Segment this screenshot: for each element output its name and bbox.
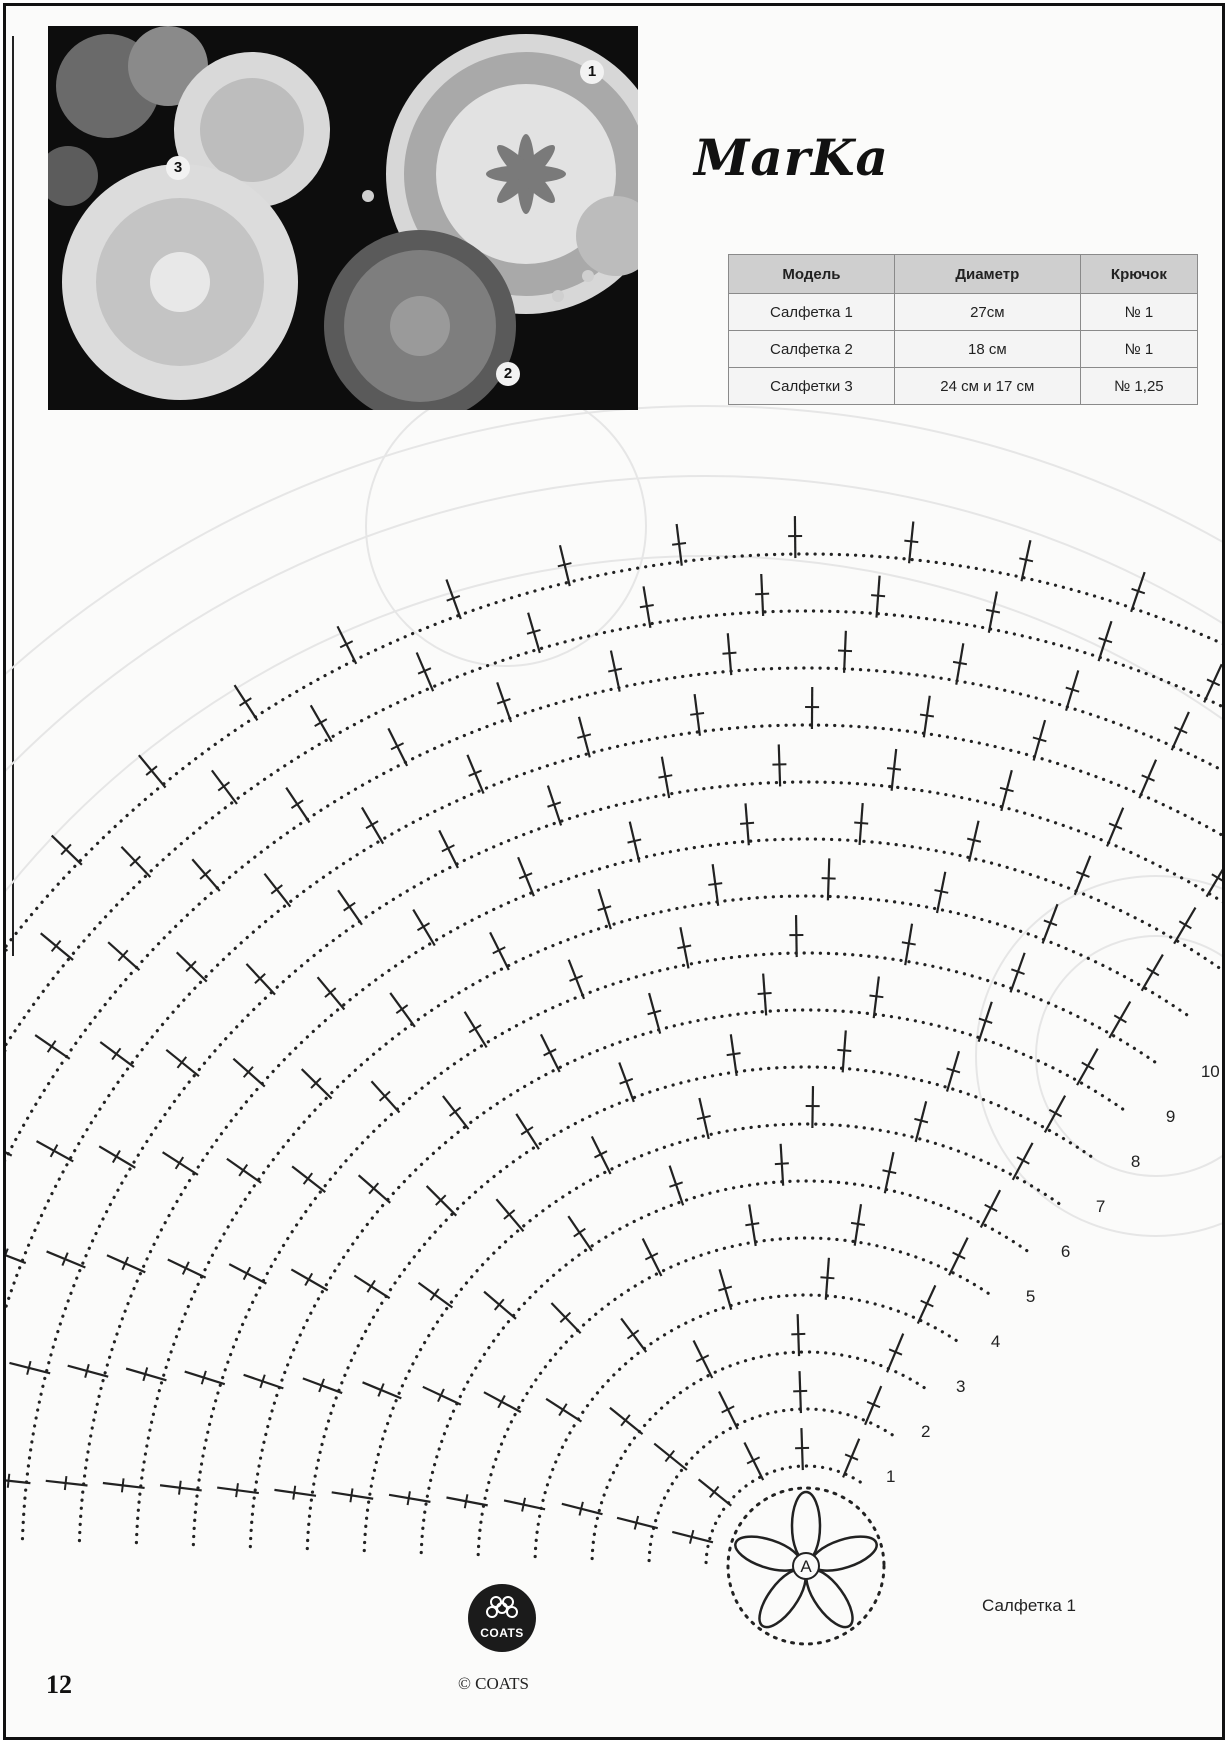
photo-badge-1: 1 <box>580 60 604 84</box>
stitch-symbol <box>745 1204 759 1245</box>
stitch-symbol <box>791 1314 805 1356</box>
table-cell: Салфетка 2 <box>729 331 895 368</box>
stitch-symbol <box>788 516 802 558</box>
stitch-symbol <box>883 1152 897 1193</box>
stitch-symbol <box>837 1030 851 1072</box>
stitch-symbol <box>986 592 1000 633</box>
stitch-symbol <box>920 696 934 738</box>
stitch-symbol <box>1019 540 1033 581</box>
chain-round-4 <box>535 1295 961 1557</box>
stitch-symbol <box>610 1408 643 1434</box>
stitch-symbol <box>337 626 356 664</box>
stitch-symbol <box>497 682 511 722</box>
stitch-symbol <box>108 942 139 970</box>
table-cell: Салфетка 1 <box>729 294 895 331</box>
stitch-symbol <box>41 933 73 960</box>
stitch-symbol <box>621 1318 646 1352</box>
stitch-symbol <box>619 1063 634 1102</box>
stitch-symbol <box>953 643 967 684</box>
stitch-symbol <box>484 1292 516 1319</box>
stitch-symbol <box>694 1340 713 1378</box>
stitch-symbol <box>465 1012 487 1048</box>
stitch-symbol <box>1043 904 1058 943</box>
spec-header-model: Модель <box>729 255 895 294</box>
stitch-symbol <box>617 1516 658 1530</box>
stitch-symbol <box>192 859 220 891</box>
spec-header-diameter: Диаметр <box>894 255 1080 294</box>
stitch-symbol <box>569 960 584 999</box>
stitch-symbol <box>708 864 722 906</box>
stitch-symbol <box>418 1283 452 1308</box>
stitch-symbol <box>592 1136 611 1174</box>
brand-watermark: MarKa <box>694 128 889 187</box>
stitch-symbol <box>354 1275 389 1298</box>
chain-round-15 <box>6 668 1222 1535</box>
stitch-symbol <box>865 1386 881 1425</box>
stitch-symbol <box>934 872 948 913</box>
stitch-symbol <box>1075 856 1091 895</box>
chain-round-8 <box>307 1067 1092 1549</box>
stitch-symbol <box>648 993 662 1034</box>
stitch-symbol <box>805 687 819 729</box>
stitch-symbol <box>887 749 901 791</box>
stitch-symbol <box>918 1285 936 1323</box>
stitch-symbol <box>443 1096 469 1129</box>
stitch-symbol <box>318 977 345 1009</box>
stitch-symbol <box>806 1086 820 1128</box>
table-cell: 18 см <box>894 331 1080 368</box>
stitch-symbol <box>789 915 803 957</box>
chain-round-14 <box>6 725 1222 1537</box>
row-number-label: 3 <box>956 1377 965 1396</box>
table-cell: 24 см и 17 см <box>894 368 1080 405</box>
stitch-symbol <box>68 1364 109 1378</box>
stitch-symbol <box>291 1269 327 1290</box>
stitch-symbol <box>822 858 836 900</box>
stitch-symbol <box>311 705 332 741</box>
stitch-symbol <box>6 1248 26 1263</box>
stitch-symbol <box>338 890 362 925</box>
stitch-symbol <box>981 1190 1000 1227</box>
stitch-symbol <box>99 1146 135 1167</box>
stitch-symbol <box>1207 861 1222 897</box>
stitch-symbol <box>699 1479 732 1505</box>
crochet-chart-diagram <box>6 6 1222 1737</box>
stitch-symbol <box>643 1238 662 1276</box>
stitch-symbol <box>490 932 509 970</box>
chain-round-10 <box>193 953 1157 1545</box>
stitch-symbol <box>126 1367 166 1380</box>
stitch-symbol <box>264 874 290 907</box>
stitch-symbol <box>546 1399 581 1422</box>
stitch-symbol <box>1142 955 1163 991</box>
stitch-symbol <box>244 1375 284 1389</box>
stitch-symbol <box>869 976 883 1018</box>
stitch-symbol <box>107 1255 145 1272</box>
stitch-symbol <box>558 545 572 586</box>
center-motif <box>728 1488 884 1644</box>
stitch-symbol <box>568 1216 592 1251</box>
stitch-symbol <box>496 1199 523 1231</box>
stitch-symbol <box>446 579 460 618</box>
center-label: A <box>800 1557 812 1576</box>
stitch-symbol <box>1107 808 1123 847</box>
stitch-symbol <box>640 586 654 627</box>
row-number-label: 2 <box>921 1422 930 1441</box>
stitch-symbol <box>914 1101 928 1142</box>
spec-header-hook: Крючок <box>1080 255 1197 294</box>
stitch-symbol <box>233 1059 264 1087</box>
stitch-symbol <box>740 803 754 845</box>
stitch-symbol <box>286 788 309 823</box>
stitch-symbol <box>562 1502 603 1516</box>
chain-round-17 <box>6 554 1222 1531</box>
photo-badge-2: 2 <box>496 362 520 386</box>
stitch-symbol <box>672 1530 713 1544</box>
stitch-symbol <box>484 1392 521 1412</box>
chain-round-3 <box>592 1352 929 1559</box>
stitch-symbol <box>516 1114 539 1149</box>
stitch-symbol <box>598 889 611 929</box>
stitch-symbol <box>851 1204 865 1246</box>
stitch-symbol <box>1013 1143 1033 1180</box>
stitch-symbol <box>177 952 207 981</box>
stitch-symbol <box>727 1034 741 1076</box>
stitch-symbol <box>843 1439 859 1478</box>
table-cell: № 1,25 <box>1080 368 1197 405</box>
stitch-symbol <box>902 924 916 965</box>
stitch-symbol <box>212 770 237 804</box>
row-number-label: 4 <box>991 1332 1000 1351</box>
stitch-symbol <box>52 836 82 865</box>
chain-round-7 <box>364 1124 1059 1551</box>
stitch-symbol <box>235 685 258 720</box>
stitch-symbol <box>37 1141 74 1161</box>
stitch-symbol <box>439 830 458 868</box>
stitch-symbol <box>672 524 686 566</box>
stitch-symbol <box>168 1259 206 1277</box>
logo-text: COATS <box>468 1626 536 1640</box>
stitch-symbol <box>854 803 868 845</box>
stitch-symbol <box>1139 760 1156 799</box>
stitch-symbol <box>755 574 769 616</box>
stitch-symbol <box>274 1486 316 1500</box>
copyright-text: © COATS <box>458 1674 529 1694</box>
stitch-symbol <box>1045 1096 1065 1133</box>
stitch-symbol <box>217 1483 259 1497</box>
stitch-symbol <box>1000 770 1014 811</box>
stitch-symbol <box>1077 1049 1098 1086</box>
stitch-symbol <box>949 1238 968 1276</box>
stitch-symbol <box>389 1491 430 1505</box>
stitch-symbol <box>139 755 166 787</box>
stitch-symbol <box>227 1159 261 1183</box>
stitch-symbol <box>1174 908 1195 944</box>
stitch-symbol <box>363 1382 402 1398</box>
stitch-symbol <box>1099 621 1112 661</box>
row-number-label: 9 <box>1166 1107 1175 1126</box>
stitch-symbol <box>390 993 415 1027</box>
stitch-symbol <box>163 1152 198 1175</box>
stitch-symbol <box>551 1303 580 1333</box>
stitch-symbol <box>772 744 786 786</box>
stitch-symbol <box>371 1081 399 1112</box>
stitch-symbol <box>388 728 407 766</box>
stitch-symbol <box>1033 720 1046 760</box>
stitch-symbol <box>504 1498 545 1512</box>
stitch-symbol <box>904 522 918 564</box>
stitch-symbol <box>1011 953 1025 993</box>
photo-badge-3: 3 <box>166 156 190 180</box>
page-number: 12 <box>46 1670 72 1700</box>
stitch-symbol <box>677 927 691 968</box>
stitch-symbol <box>1131 572 1145 612</box>
stitch-symbol <box>658 757 672 798</box>
stitch-symbol <box>690 694 704 736</box>
chain-round-16 <box>6 611 1222 1533</box>
stitch-symbol <box>332 1488 374 1502</box>
stitch-symbol <box>100 1042 134 1067</box>
stitch-symbol <box>467 755 483 794</box>
stitch-symbol <box>35 1035 70 1059</box>
stitch-symbol <box>887 1334 903 1373</box>
stitch-symbol <box>185 1371 225 1384</box>
stitch-symbol <box>302 1069 332 1098</box>
stitch-symbol <box>838 631 852 673</box>
stitch-symbol <box>417 653 433 692</box>
stitch-symbol <box>608 651 622 692</box>
stitch-symbol <box>413 910 435 946</box>
stitch-symbol <box>103 1478 145 1492</box>
stitch-symbol <box>871 576 885 618</box>
stitch-symbol <box>577 717 591 758</box>
stitch-symbol <box>548 786 562 826</box>
table-cell: № 1 <box>1080 331 1197 368</box>
stitch-symbol <box>947 1051 960 1091</box>
stitch-symbol <box>628 822 642 863</box>
chain-round-12 <box>79 839 1222 1541</box>
stitch-symbol <box>427 1186 457 1216</box>
stitch-symbol <box>160 1481 202 1495</box>
row-number-label: 1 <box>886 1467 895 1486</box>
row-number-label: 6 <box>1061 1242 1070 1261</box>
stitch-symbol <box>292 1166 325 1192</box>
stitch-symbol <box>722 633 736 675</box>
row-number-label: 7 <box>1096 1197 1105 1216</box>
table-cell: Салфетки 3 <box>729 368 895 405</box>
stitch-symbol <box>979 1002 993 1042</box>
stitch-symbol <box>1066 670 1079 710</box>
stitch-symbol <box>527 613 540 653</box>
chain-round-5 <box>478 1238 994 1555</box>
table-cell: 27см <box>894 294 1080 331</box>
stitch-symbol <box>47 1251 86 1267</box>
stitch-symbol <box>423 1387 461 1405</box>
stitch-symbol <box>669 1166 683 1206</box>
stitch-symbol <box>718 1269 731 1309</box>
stitch-symbol <box>1172 712 1189 750</box>
stitch-symbol <box>46 1476 88 1490</box>
stitch-symbol <box>246 964 275 995</box>
stitch-symbol <box>1109 1002 1130 1038</box>
stitch-symbol <box>654 1444 687 1470</box>
diagram-caption: Салфетка 1 <box>982 1596 1076 1616</box>
table-cell: № 1 <box>1080 294 1197 331</box>
stitch-symbol <box>793 1371 807 1413</box>
stitch-symbol <box>229 1264 266 1283</box>
stitch-symbol <box>121 847 150 877</box>
stitch-symbol <box>9 1361 50 1375</box>
stitch-symbol <box>518 857 534 896</box>
coats-logo <box>468 1584 536 1652</box>
stitch-symbol <box>775 1144 789 1186</box>
chain-round-11 <box>136 896 1190 1543</box>
stitch-symbol <box>820 1258 834 1300</box>
chain-round-9 <box>250 1010 1125 1547</box>
stitch-symbol <box>697 1098 711 1139</box>
stitch-symbol <box>744 1442 763 1480</box>
row-number-label: 10 <box>1201 1062 1220 1081</box>
row-number-label: 8 <box>1131 1152 1140 1171</box>
row-number-label: 5 <box>1026 1287 1035 1306</box>
stitch-symbol <box>758 974 772 1016</box>
stitch-symbol <box>719 1391 738 1429</box>
stitch-symbol <box>795 1428 809 1470</box>
stitch-symbol <box>967 821 981 862</box>
stitch-symbol <box>1204 664 1222 702</box>
stitch-symbol <box>359 1175 391 1203</box>
magazine-page <box>3 3 1225 1740</box>
stitch-symbol <box>362 807 383 843</box>
stitch-symbol <box>166 1050 199 1076</box>
stitch-symbol <box>541 1034 560 1072</box>
stitch-symbol <box>446 1494 487 1508</box>
stitch-symbol <box>303 1378 342 1393</box>
